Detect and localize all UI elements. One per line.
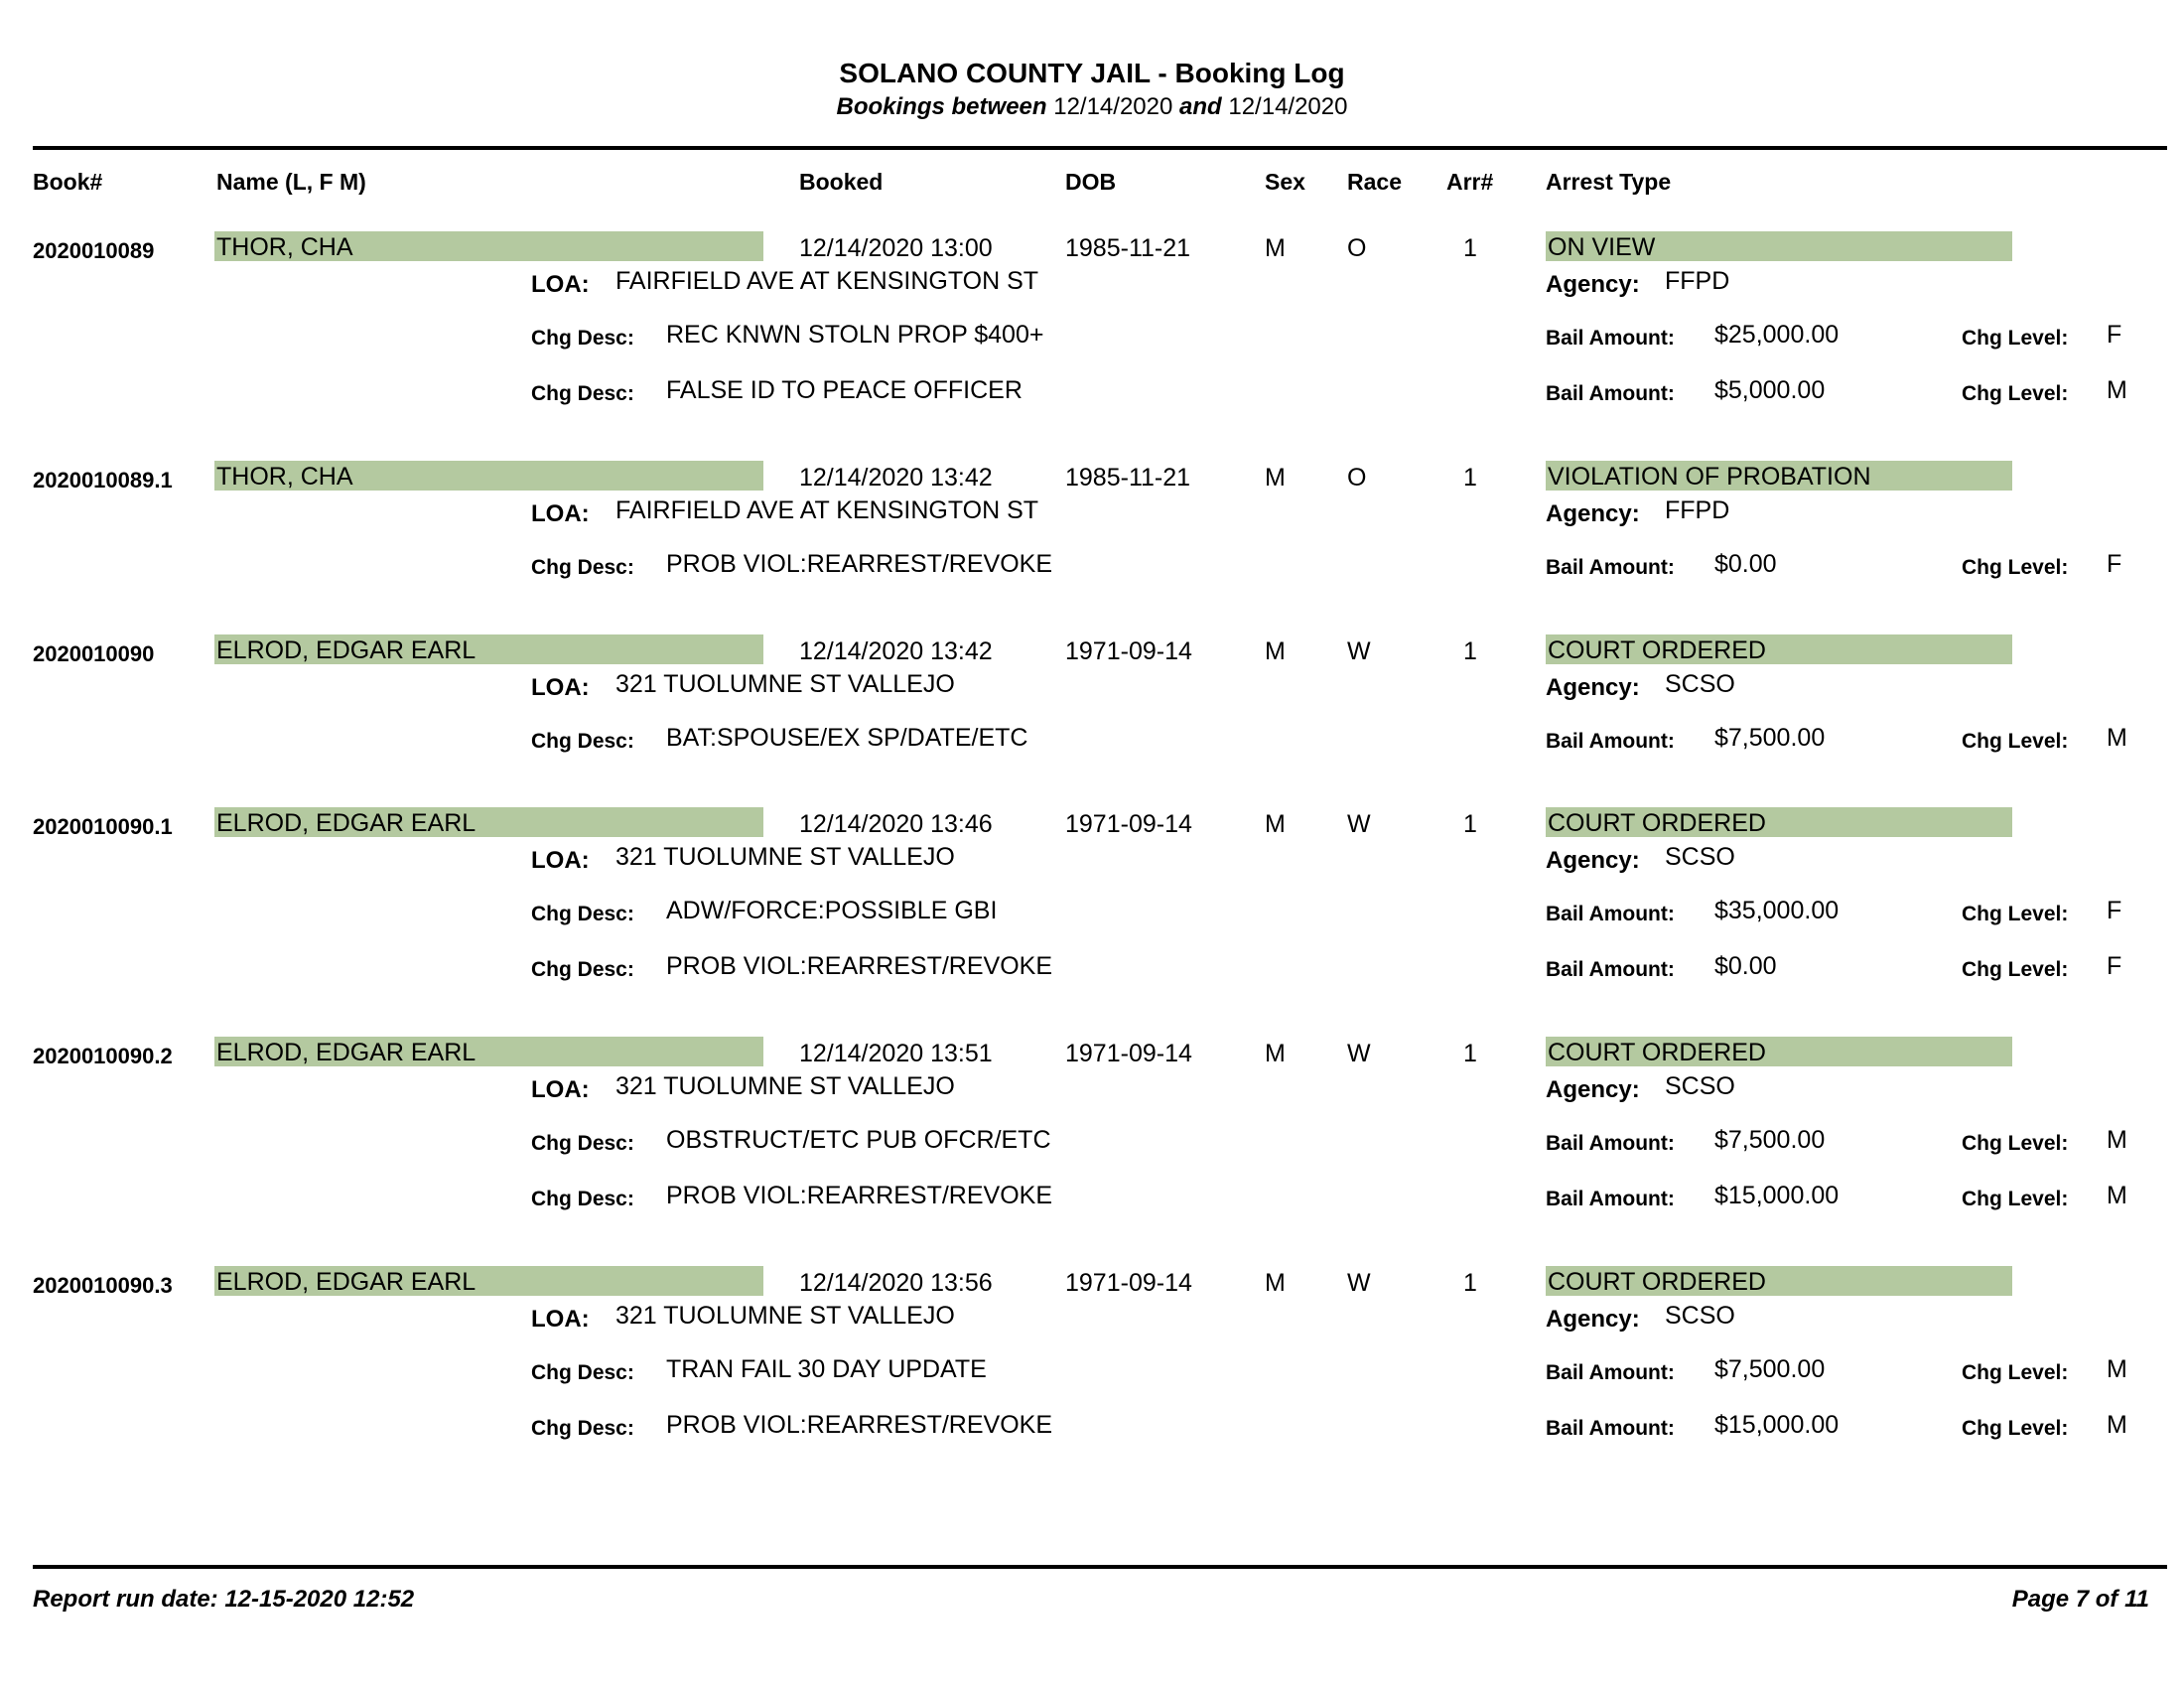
agency-value: SCSO [1665, 843, 1735, 871]
agency-label: Agency: [1546, 1076, 1640, 1103]
charge-desc-label: Chg Desc: [531, 730, 634, 753]
arrest-type: COURT ORDERED [1548, 1039, 1766, 1066]
footer-rule [33, 1565, 2167, 1569]
charge-desc-label: Chg Desc: [531, 1361, 634, 1384]
dob-value: 1985-11-21 [1065, 464, 1191, 492]
charge-desc: TRAN FAIL 30 DAY UPDATE [666, 1355, 987, 1383]
arrest-type: ON VIEW [1548, 233, 1656, 261]
dob-value: 1971-09-14 [1065, 1269, 1192, 1297]
inmate-name: THOR, CHA [216, 233, 353, 261]
charge-desc-label: Chg Desc: [531, 327, 634, 350]
report-subtitle [0, 93, 2184, 121]
charge-desc: PROB VIOL:REARREST/REVOKE [666, 1411, 1052, 1439]
race-value: W [1347, 1040, 1371, 1067]
loa-label: LOA: [531, 1306, 590, 1333]
charge-desc-label: Chg Desc: [531, 382, 634, 405]
sex-value: M [1265, 1040, 1286, 1067]
loa-value: 321 TUOLUMNE ST VALLEJO [615, 670, 955, 698]
charge-level-label: Chg Level: [1962, 1132, 2069, 1155]
book-number: 2020010090.2 [33, 1044, 173, 1068]
sex-value: M [1265, 810, 1286, 838]
report-title: SOLANO COUNTY JAIL - Booking Log [839, 58, 1345, 88]
inmate-name: ELROD, EDGAR EARL [216, 1268, 477, 1296]
agency-label: Agency: [1546, 674, 1640, 701]
race-value: W [1347, 810, 1371, 838]
agency-value: SCSO [1665, 1302, 1735, 1330]
booked-datetime: 12/14/2020 13:51 [799, 1040, 993, 1067]
race-value: O [1347, 464, 1367, 492]
book-number: 2020010089.1 [33, 468, 173, 492]
charge-level: M [2107, 1411, 2127, 1439]
loa-label: LOA: [531, 1076, 590, 1103]
loa-value: 321 TUOLUMNE ST VALLEJO [615, 1072, 955, 1100]
bail-amount: $7,500.00 [1714, 724, 1826, 752]
arrest-number: 1 [1463, 234, 1477, 262]
charge-desc: ADW/FORCE:POSSIBLE GBI [666, 897, 998, 924]
agency-value: FFPD [1665, 496, 1730, 524]
charge-desc: PROB VIOL:REARREST/REVOKE [666, 550, 1052, 578]
arrest-number: 1 [1463, 810, 1477, 838]
charge-level-label: Chg Level: [1962, 1361, 2069, 1384]
sex-value: M [1265, 234, 1286, 262]
race-value: W [1347, 637, 1371, 665]
dob-value: 1971-09-14 [1065, 637, 1192, 665]
inmate-name: ELROD, EDGAR EARL [216, 636, 477, 664]
sex-value: M [1265, 464, 1286, 492]
arrest-type: COURT ORDERED [1548, 636, 1766, 664]
col-arrest-type: Arrest Type [1546, 169, 1672, 195]
race-value: W [1347, 1269, 1371, 1297]
arrest-number: 1 [1463, 1269, 1477, 1297]
charge-level: M [2107, 1182, 2127, 1209]
charge-level-label: Chg Level: [1962, 327, 2069, 350]
charge-level: F [2107, 897, 2122, 924]
bail-amount: $15,000.00 [1714, 1182, 1840, 1209]
loa-label: LOA: [531, 500, 590, 527]
report-run-date: Report run date: 12-15-2020 12:52 [33, 1586, 415, 1613]
charge-level-label: Chg Level: [1962, 958, 2069, 981]
col-book: Book# [33, 169, 103, 195]
charge-level-label: Chg Level: [1962, 556, 2069, 579]
dob-value: 1985-11-21 [1065, 234, 1191, 262]
sex-value: M [1265, 637, 1286, 665]
charge-level-label: Chg Level: [1962, 730, 2069, 753]
bail-amount-label: Bail Amount: [1546, 1417, 1675, 1440]
bail-amount: $7,500.00 [1714, 1355, 1826, 1383]
charge-level: F [2107, 550, 2122, 578]
charge-desc-label: Chg Desc: [531, 958, 634, 981]
charge-desc-label: Chg Desc: [531, 1417, 634, 1440]
booked-datetime: 12/14/2020 13:46 [799, 810, 993, 838]
book-number: 2020010090.3 [33, 1273, 173, 1298]
charge-level: M [2107, 1126, 2127, 1154]
charge-desc-label: Chg Desc: [531, 903, 634, 925]
bail-amount: $15,000.00 [1714, 1411, 1840, 1439]
loa-value: FAIRFIELD AVE AT KENSINGTON ST [615, 267, 1039, 295]
agency-label: Agency: [1546, 271, 1640, 298]
bail-amount-label: Bail Amount: [1546, 382, 1675, 405]
charge-level: F [2107, 321, 2122, 349]
agency-label: Agency: [1546, 500, 1640, 527]
bail-amount: $0.00 [1714, 550, 1777, 578]
loa-label: LOA: [531, 847, 590, 874]
charge-level-label: Chg Level: [1962, 1417, 2069, 1440]
race-value: O [1347, 234, 1367, 262]
subtitle-prefix: Bookings between [836, 93, 1047, 120]
header-rule [33, 146, 2167, 150]
charge-desc: REC KNWN STOLN PROP $400+ [666, 321, 1044, 349]
book-number: 2020010090 [33, 641, 155, 666]
charge-desc: OBSTRUCT/ETC PUB OFCR/ETC [666, 1126, 1051, 1154]
arrest-type: COURT ORDERED [1548, 809, 1766, 837]
charge-desc: PROB VIOL:REARREST/REVOKE [666, 1182, 1052, 1209]
bail-amount-label: Bail Amount: [1546, 903, 1675, 925]
agency-value: SCSO [1665, 670, 1735, 698]
charge-desc: BAT:SPOUSE/EX SP/DATE/ETC [666, 724, 1028, 752]
subtitle-and: and [1179, 93, 1222, 120]
dob-value: 1971-09-14 [1065, 810, 1192, 838]
bail-amount-label: Bail Amount: [1546, 730, 1675, 753]
agency-value: FFPD [1665, 267, 1730, 295]
col-sex: Sex [1265, 169, 1305, 195]
col-race: Race [1347, 169, 1402, 195]
book-number: 2020010089 [33, 238, 155, 263]
inmate-name: ELROD, EDGAR EARL [216, 1039, 477, 1066]
loa-label: LOA: [531, 271, 590, 298]
charge-level: M [2107, 1355, 2127, 1383]
loa-value: 321 TUOLUMNE ST VALLEJO [615, 843, 955, 871]
charge-desc-label: Chg Desc: [531, 1188, 634, 1210]
charge-desc: PROB VIOL:REARREST/REVOKE [666, 952, 1052, 980]
arrest-number: 1 [1463, 637, 1477, 665]
charge-desc-label: Chg Desc: [531, 556, 634, 579]
inmate-name: THOR, CHA [216, 463, 353, 491]
bail-amount-label: Bail Amount: [1546, 1188, 1675, 1210]
charge-level-label: Chg Level: [1962, 1188, 2069, 1210]
bail-amount: $7,500.00 [1714, 1126, 1826, 1154]
page-number: Page 7 of 11 [2011, 1586, 2149, 1613]
loa-value: FAIRFIELD AVE AT KENSINGTON ST [615, 496, 1039, 524]
col-name: Name (L, F M) [216, 169, 366, 195]
agency-label: Agency: [1546, 1306, 1640, 1333]
arrest-number: 1 [1463, 1040, 1477, 1067]
arrest-type: COURT ORDERED [1548, 1268, 1766, 1296]
charge-level: F [2107, 952, 2122, 980]
bail-amount: $35,000.00 [1714, 897, 1840, 924]
bail-amount-label: Bail Amount: [1546, 1132, 1675, 1155]
arrest-number: 1 [1463, 464, 1477, 492]
bail-amount: $5,000.00 [1714, 376, 1826, 404]
book-number: 2020010090.1 [33, 814, 173, 839]
col-booked: Booked [799, 169, 884, 195]
booked-datetime: 12/14/2020 13:56 [799, 1269, 993, 1297]
dob-value: 1971-09-14 [1065, 1040, 1192, 1067]
date-from: 12/14/2020 [1053, 93, 1173, 120]
charge-level-label: Chg Level: [1962, 903, 2069, 925]
inmate-name: ELROD, EDGAR EARL [216, 809, 477, 837]
date-to: 12/14/2020 [1228, 93, 1348, 120]
booked-datetime: 12/14/2020 13:42 [799, 464, 993, 492]
charge-level: M [2107, 724, 2127, 752]
col-arr: Arr# [1446, 169, 1494, 195]
charge-level: M [2107, 376, 2127, 404]
charge-desc-label: Chg Desc: [531, 1132, 634, 1155]
bail-amount: $25,000.00 [1714, 321, 1840, 349]
loa-label: LOA: [531, 674, 590, 701]
bail-amount-label: Bail Amount: [1546, 1361, 1675, 1384]
charge-desc: FALSE ID TO PEACE OFFICER [666, 376, 1023, 404]
bail-amount: $0.00 [1714, 952, 1777, 980]
bail-amount-label: Bail Amount: [1546, 958, 1675, 981]
bail-amount-label: Bail Amount: [1546, 556, 1675, 579]
arrest-type: VIOLATION OF PROBATION [1548, 463, 1871, 491]
sex-value: M [1265, 1269, 1286, 1297]
booked-datetime: 12/14/2020 13:00 [799, 234, 993, 262]
agency-value: SCSO [1665, 1072, 1735, 1100]
booked-datetime: 12/14/2020 13:42 [799, 637, 993, 665]
loa-value: 321 TUOLUMNE ST VALLEJO [615, 1302, 955, 1330]
bail-amount-label: Bail Amount: [1546, 327, 1675, 350]
col-dob: DOB [1065, 169, 1117, 195]
charge-level-label: Chg Level: [1962, 382, 2069, 405]
agency-label: Agency: [1546, 847, 1640, 874]
